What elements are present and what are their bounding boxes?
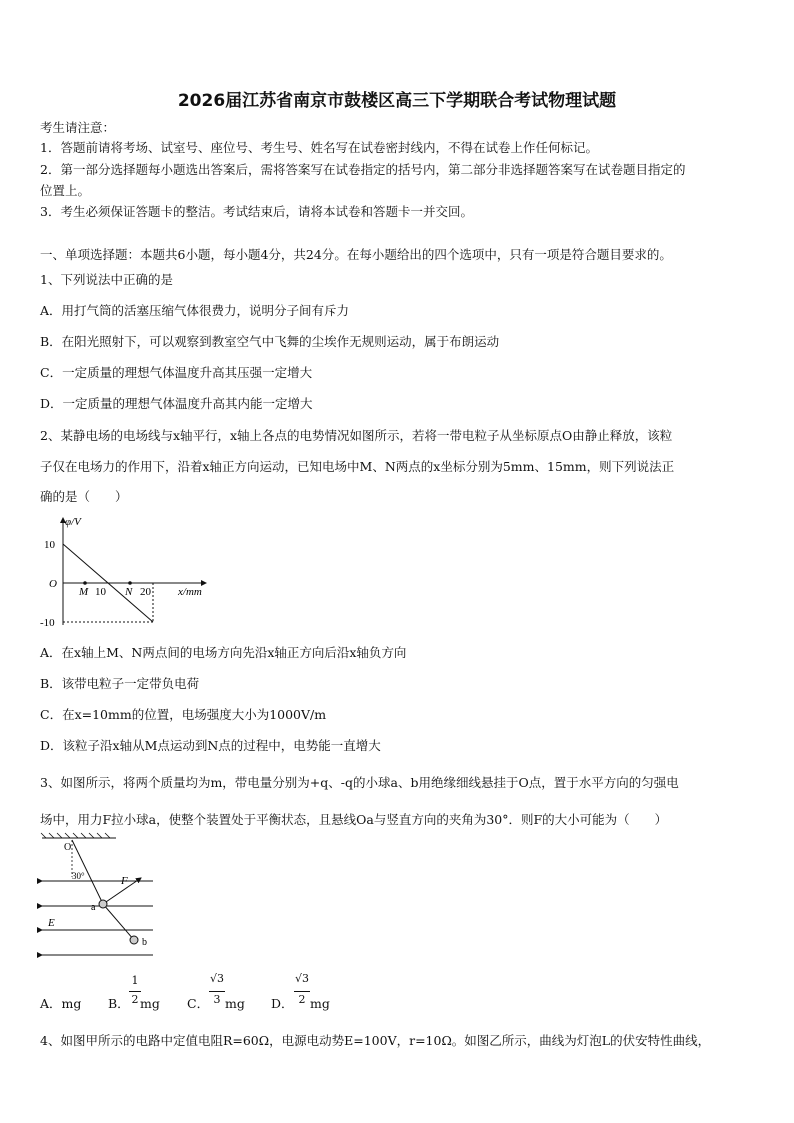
notice-item-2: 2．第一部分选择题每小题选出答案后，需将答案写在试卷指定的括号内，第二部分非选择题答案写在试卷题目指定的 — [40, 162, 686, 177]
q2-stem-line2: 子仅在电场力的作用下，沿着x轴正方向运动，已知电场中M、N两点的x坐标分别为5mm、15mm，则下列说法正 — [40, 459, 675, 474]
q3-option-d-prefix: D． — [271, 996, 294, 1011]
notice-item-1: 1．答题前请将考场、试室号、座位号、考生号、姓名写在试卷密封线内，不得在试卷上作任何标记。 — [40, 140, 598, 155]
graph-tick-n: N — [125, 586, 133, 598]
graph-y-bottom: -10 — [40, 617, 55, 629]
label-o: O — [64, 842, 72, 853]
q3-option-c-suffix: mg — [225, 996, 245, 1011]
q2-option-a: A．在x轴上M、N两点间的电场方向先沿x轴正方向后沿x轴负方向 — [40, 645, 407, 660]
q3-option-c-num: √3 — [209, 972, 224, 985]
label-angle: 30° — [72, 871, 85, 881]
q3-option-c-prefix: C． — [187, 996, 210, 1011]
section-heading: 一、单项选择题：本题共6小题，每小题4分，共24分。在每小题给出的四个选项中，只有一项是符合题目要求的。 — [40, 247, 672, 262]
q3-option-b-suffix: mg — [140, 996, 160, 1011]
q1-option-b: B．在阳光照射下，可以观察到教室空气中飞舞的尘埃作无规则运动，属于布朗运动 — [40, 334, 500, 349]
label-a: a — [91, 902, 96, 913]
q1-stem: 1、下列说法中正确的是 — [40, 272, 173, 287]
q2-option-d: D．该粒子沿x轴从M点运动到N点的过程中，电势能一直增大 — [40, 738, 381, 753]
q2-stem-line1: 2、某静电场的电场线与x轴平行，x轴上各点的电势情况如图所示，若将一带电粒子从坐标原点O由静止释放，该粒 — [40, 428, 673, 443]
notice-item-3: 3．考生必须保证答题卡的整洁。考试结束后，请将本试卷和答题卡一并交回。 — [40, 204, 473, 219]
q3-option-b-den: 2 — [131, 993, 139, 1006]
ball-a — [99, 900, 107, 908]
q3-stem-line1: 3、如图所示，将两个质量均为m，带电量分别为+q、-q的小球a、b用绝缘细线悬挂于O点，置于水平方向的匀强电 — [40, 775, 679, 790]
q1-option-a: A．用打气筒的活塞压缩气体很费力，说明分子间有斥力 — [40, 303, 350, 318]
label-f: F — [121, 875, 128, 887]
q3-option-b-prefix: B． — [108, 996, 130, 1011]
graph-xlabel: x/mm — [178, 586, 202, 598]
graph-tick-m: M — [79, 586, 89, 598]
q3-option-b-num: 1 — [131, 974, 139, 987]
q3-stem-line2: 场中，用力F拉小球a，使整个装置处于平衡状态，且悬线Oa与竖直方向的夹角为30°．则F的大小可能为（ ） — [40, 812, 668, 827]
q1-option-d: D．一定质量的理想气体温度升高其内能一定增大 — [40, 396, 313, 411]
ball-b — [130, 936, 138, 944]
q2-stem-line3: 确的是（ ） — [40, 489, 128, 504]
thread-ab — [103, 904, 134, 940]
q2-option-c: C．在x=10mm的位置，电场强度大小为1000V/m — [40, 707, 327, 722]
q3-option-c-den: 3 — [213, 993, 221, 1006]
q1-option-c: C．一定质量的理想气体温度升高其压强一定增大 — [40, 365, 313, 380]
label-b: b — [142, 937, 147, 948]
graph-ylabel: φ/V — [65, 516, 81, 528]
potential-graph — [38, 515, 218, 635]
pendulum-figure — [38, 832, 168, 962]
notice-item-2-cont: 位置上。 — [40, 183, 91, 198]
graph-tick-10: 10 — [95, 586, 106, 598]
q4-stem: 4、如图甲所示的电路中定值电阻R=60Ω，电源电动势E=100V，r=10Ω。如图乙所示，曲线为灯泡L的伏安特性曲线， — [40, 1033, 711, 1048]
q2-option-b: B．该带电粒子一定带负电荷 — [40, 676, 200, 691]
q3-option-a: A．mg — [40, 996, 82, 1011]
q3-option-d-suffix: mg — [310, 996, 330, 1011]
point-n — [128, 581, 132, 585]
label-e: E — [48, 917, 55, 929]
graph-y-top: 10 — [44, 539, 55, 551]
page-title: 2026届江苏省南京市鼓楼区高三下学期联合考试物理试题 — [177, 91, 617, 111]
point-m — [83, 581, 87, 585]
graph-tick-20: 20 — [140, 586, 151, 598]
q3-option-d-den: 2 — [298, 993, 306, 1006]
graph-origin: O — [49, 578, 57, 590]
notice-heading: 考生请注意： — [40, 120, 116, 135]
q3-option-d-num: √3 — [294, 972, 309, 985]
